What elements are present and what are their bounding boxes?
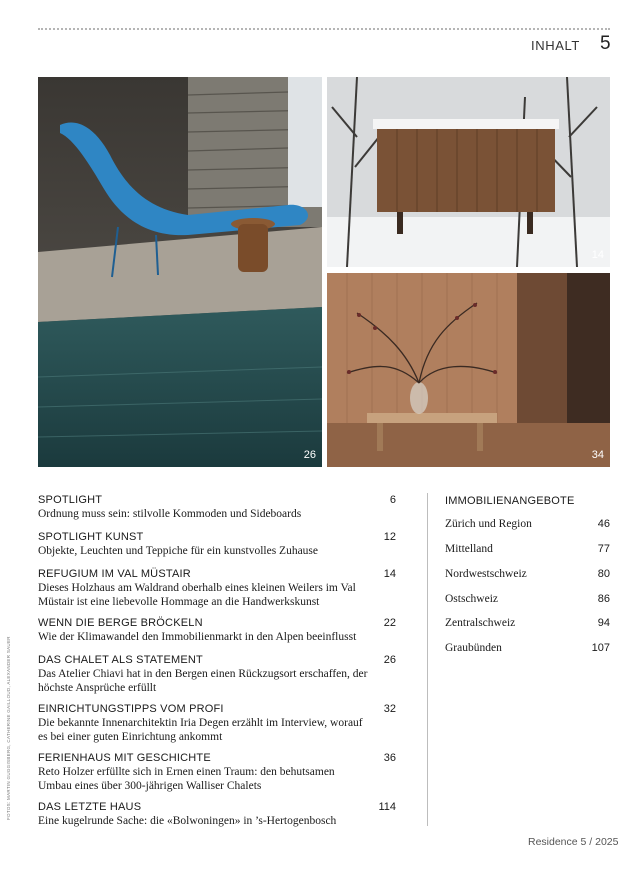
toc-page: 6 [389, 494, 396, 506]
immobilien-page: 46 [597, 518, 610, 530]
toc-page: 114 [378, 801, 396, 813]
immobilien-heading: IMMOBILIENANGEBOTE [445, 495, 575, 507]
photo-cabin-snow [327, 77, 610, 267]
toc-page: 22 [383, 617, 396, 629]
top-dotted-rule [38, 28, 610, 30]
toc-entry[interactable] [38, 654, 400, 695]
toc-page: 32 [383, 703, 396, 715]
immobilien-region: Nordwestschweiz [445, 568, 527, 580]
immobilien-item[interactable] [445, 518, 610, 530]
toc-description: Wie der Klimawandel den Immobilienmarkt in den Alpen beeinflusst [38, 631, 357, 643]
toc-entry[interactable] [38, 531, 400, 558]
toc-entry[interactable] [38, 801, 400, 828]
toc-title: SPOTLIGHT KUNST [38, 531, 144, 543]
toc-description: Eine kugelrunde Sache: die «Bolwoningen» in ’s-Hertogenbosch [38, 815, 337, 827]
immobilien-item[interactable] [445, 568, 610, 580]
toc-entry[interactable] [38, 568, 400, 609]
toc-description: Objekte, Leuchten und Teppiche für ein kunstvolles Zuhause [38, 545, 319, 557]
toc-entry[interactable] [38, 752, 400, 793]
immobilien-item[interactable] [445, 642, 610, 654]
photo-page-number: 34 [591, 449, 604, 461]
toc-title: REFUGIUM IM VAL MÜSTAIR [38, 568, 191, 580]
toc-page: 14 [383, 568, 396, 580]
photo-page-number: 26 [303, 449, 316, 461]
toc-description: Das Atelier Chiavi hat in den Bergen einen Rückzugsort erschaffen, der höchste Ansprüche erfüllt [38, 668, 368, 694]
toc-page: 26 [383, 654, 396, 666]
immobilien-region: Zentralschweiz [445, 617, 516, 629]
toc-description: Reto Holzer erfüllte sich in Ernen einen Traum: den behutsamen Umbau eines über 300-jährigen Walliser Chalets [38, 766, 335, 792]
toc-title: WENN DIE BERGE BRÖCKELN [38, 617, 203, 629]
immobilien-region: Zürich und Region [445, 518, 532, 530]
toc-description: Die bekannte Innenarchitektin Iria Degen erzählt im Interview, worauf es bei einer guten Einrichtung ankommt [38, 717, 363, 743]
toc-page: 36 [383, 752, 396, 764]
toc-title: DAS LETZTE HAUS [38, 801, 142, 813]
toc-page: 12 [383, 531, 396, 543]
immobilien-region: Mittelland [445, 543, 493, 555]
immobilien-item[interactable] [445, 617, 610, 629]
immobilien-page: 77 [597, 543, 610, 555]
immobilien-page: 107 [591, 642, 610, 654]
toc-entry[interactable] [38, 617, 400, 644]
toc-entry[interactable] [38, 494, 400, 521]
toc-title: FERIENHAUS MIT GESCHICHTE [38, 752, 211, 764]
photo-pool-lounger [38, 77, 322, 467]
photo-page-number: 14 [591, 249, 604, 261]
immobilien-item[interactable] [445, 593, 610, 605]
section-label: INHALT [531, 38, 580, 53]
immobilien-page: 80 [597, 568, 610, 580]
toc-title: DAS CHALET ALS STATEMENT [38, 654, 203, 666]
page-number: 5 [600, 33, 611, 54]
immobilien-region: Ostschweiz [445, 593, 499, 605]
toc-title: SPOTLIGHT [38, 494, 103, 506]
immobilien-page: 94 [597, 617, 610, 629]
immobilien-item[interactable] [445, 543, 610, 555]
photo-wood-interior [327, 273, 610, 467]
toc-title: EINRICHTUNGSTIPPS VOM PROFI [38, 703, 224, 715]
immobilien-page: 86 [597, 593, 610, 605]
photo-credit: FOTOS: MARTIN GUGGISBERG, CATHERINE GAILLOUD, ALEXANDER SAUER [6, 636, 11, 820]
toc-description: Ordnung muss sein: stilvolle Kommoden und Sideboards [38, 508, 302, 520]
toc-entry[interactable] [38, 703, 400, 744]
toc-description: Dieses Holzhaus am Waldrand oberhalb eines kleinen Weilers im Val Müstair ist eine liebevolle Hommage an die Handwerkskunst [38, 582, 356, 608]
column-divider [427, 493, 428, 826]
issue-footer: Residence 5 / 2025 [528, 836, 619, 848]
immobilien-region: Graubünden [445, 642, 502, 654]
